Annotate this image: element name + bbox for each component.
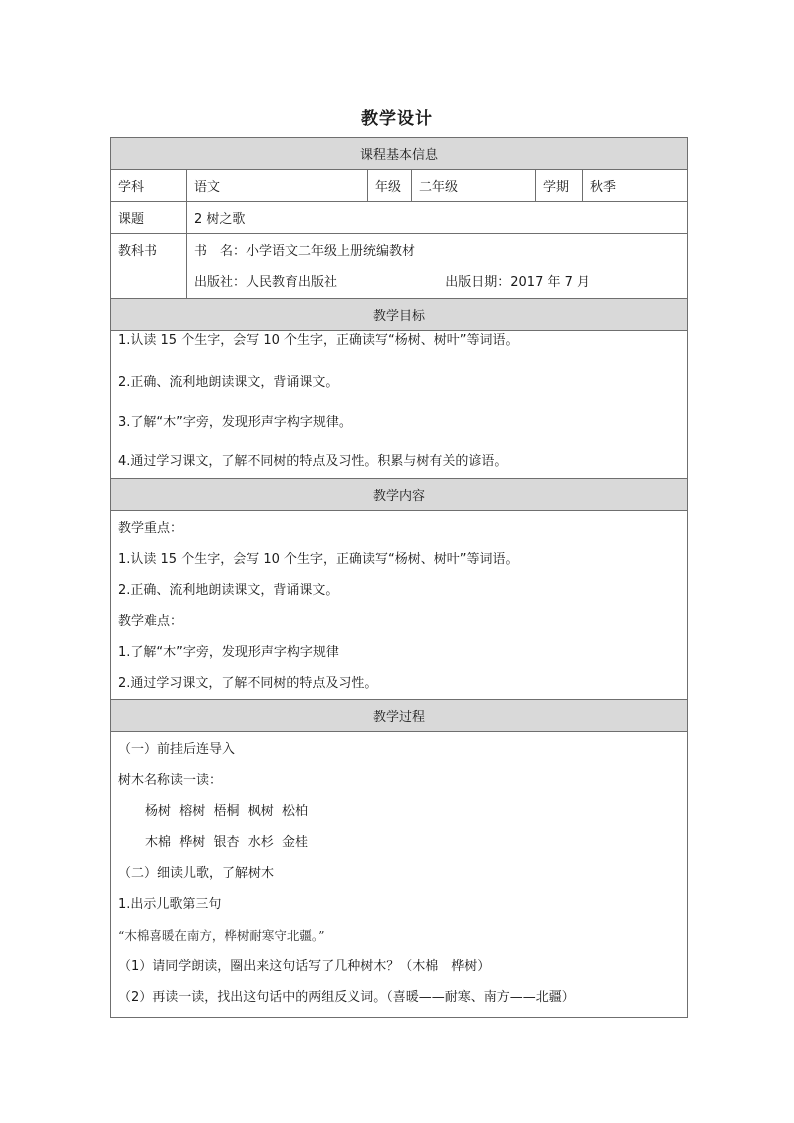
lesson-plan-table [110, 137, 688, 1018]
content-line: 2.通过学习课文，了解不同树的特点及习性。 [118, 676, 378, 691]
process-step-2: （二）细读儿歌，了解树木 [118, 866, 275, 881]
textbook-label: 教科书 [111, 234, 187, 299]
show-rhyme-line: 1.出示儿歌第三句 [118, 897, 222, 912]
textbook-name: 书 名：小学语文二年级上册统编教材 [194, 244, 416, 259]
document-title: 教学设计 [361, 109, 433, 129]
objective-item: 3.了解“木”字旁，发现形声字构字规律。 [118, 414, 352, 430]
section-basic-info: 课程基本信息 [111, 138, 688, 170]
term-label: 学期 [536, 170, 583, 202]
section-objectives: 教学目标 [111, 299, 688, 331]
textbook-info [187, 234, 688, 299]
question-2: （2）再读一读，找出这句话中的两组反义词。（喜暖——耐寒、南方——北疆） [118, 990, 575, 1005]
publish-date: 出版日期：2017 年 7 月 [445, 275, 591, 290]
lesson-label: 课题 [111, 202, 187, 234]
subject-label: 学科 [111, 170, 187, 202]
objective-item: 2.正确、流利地朗读课文，背诵课文。 [118, 375, 339, 390]
question-1: （1）请同学朗读，圈出来这句话写了几种树木？（木棉 桦树） [118, 959, 491, 974]
tree-names-row-2: 木棉 桦树 银杏 水杉 金桂 [145, 835, 309, 850]
content-line: 教学难点： [118, 614, 184, 629]
grade-label: 年级 [368, 170, 412, 202]
process-list [111, 732, 688, 1018]
subject-value: 语文 [187, 170, 368, 202]
read-prompt: 树木名称读一读： [118, 773, 223, 788]
content-line: 1.了解“木”字旁，发现形声字构字规律 [118, 645, 339, 660]
content-line: 2.正确、流利地朗读课文，背诵课文。 [118, 583, 339, 598]
term-value: 秋季 [583, 170, 688, 202]
section-process: 教学过程 [111, 700, 688, 732]
content-line: 教学重点： [118, 521, 184, 536]
objective-item: 1.认读 15 个生字，会写 10 个生字，正确读写“杨树、树叶”等词语。 [118, 333, 519, 348]
process-step-1: （一）前挂后连导入 [118, 742, 236, 757]
rhyme-quote: “木棉喜暖在南方，桦树耐寒守北疆。” [118, 928, 325, 943]
objective-item: 4.通过学习课文，了解不同树的特点及习性。积累与树有关的谚语。 [118, 454, 508, 469]
publisher: 出版社：人民教育出版社 [194, 275, 338, 290]
section-content: 教学内容 [111, 479, 688, 511]
lesson-value: 2 树之歌 [187, 202, 688, 234]
tree-names-row-1: 杨树 榕树 梧桐 枫树 松柏 [145, 804, 309, 819]
grade-value: 二年级 [412, 170, 536, 202]
content-line: 1.认读 15 个生字，会写 10 个生字，正确读写“杨树、树叶”等词语。 [118, 552, 519, 567]
textbook-publisher-row [194, 267, 680, 298]
objectives-list [111, 331, 688, 479]
content-list [111, 511, 688, 700]
